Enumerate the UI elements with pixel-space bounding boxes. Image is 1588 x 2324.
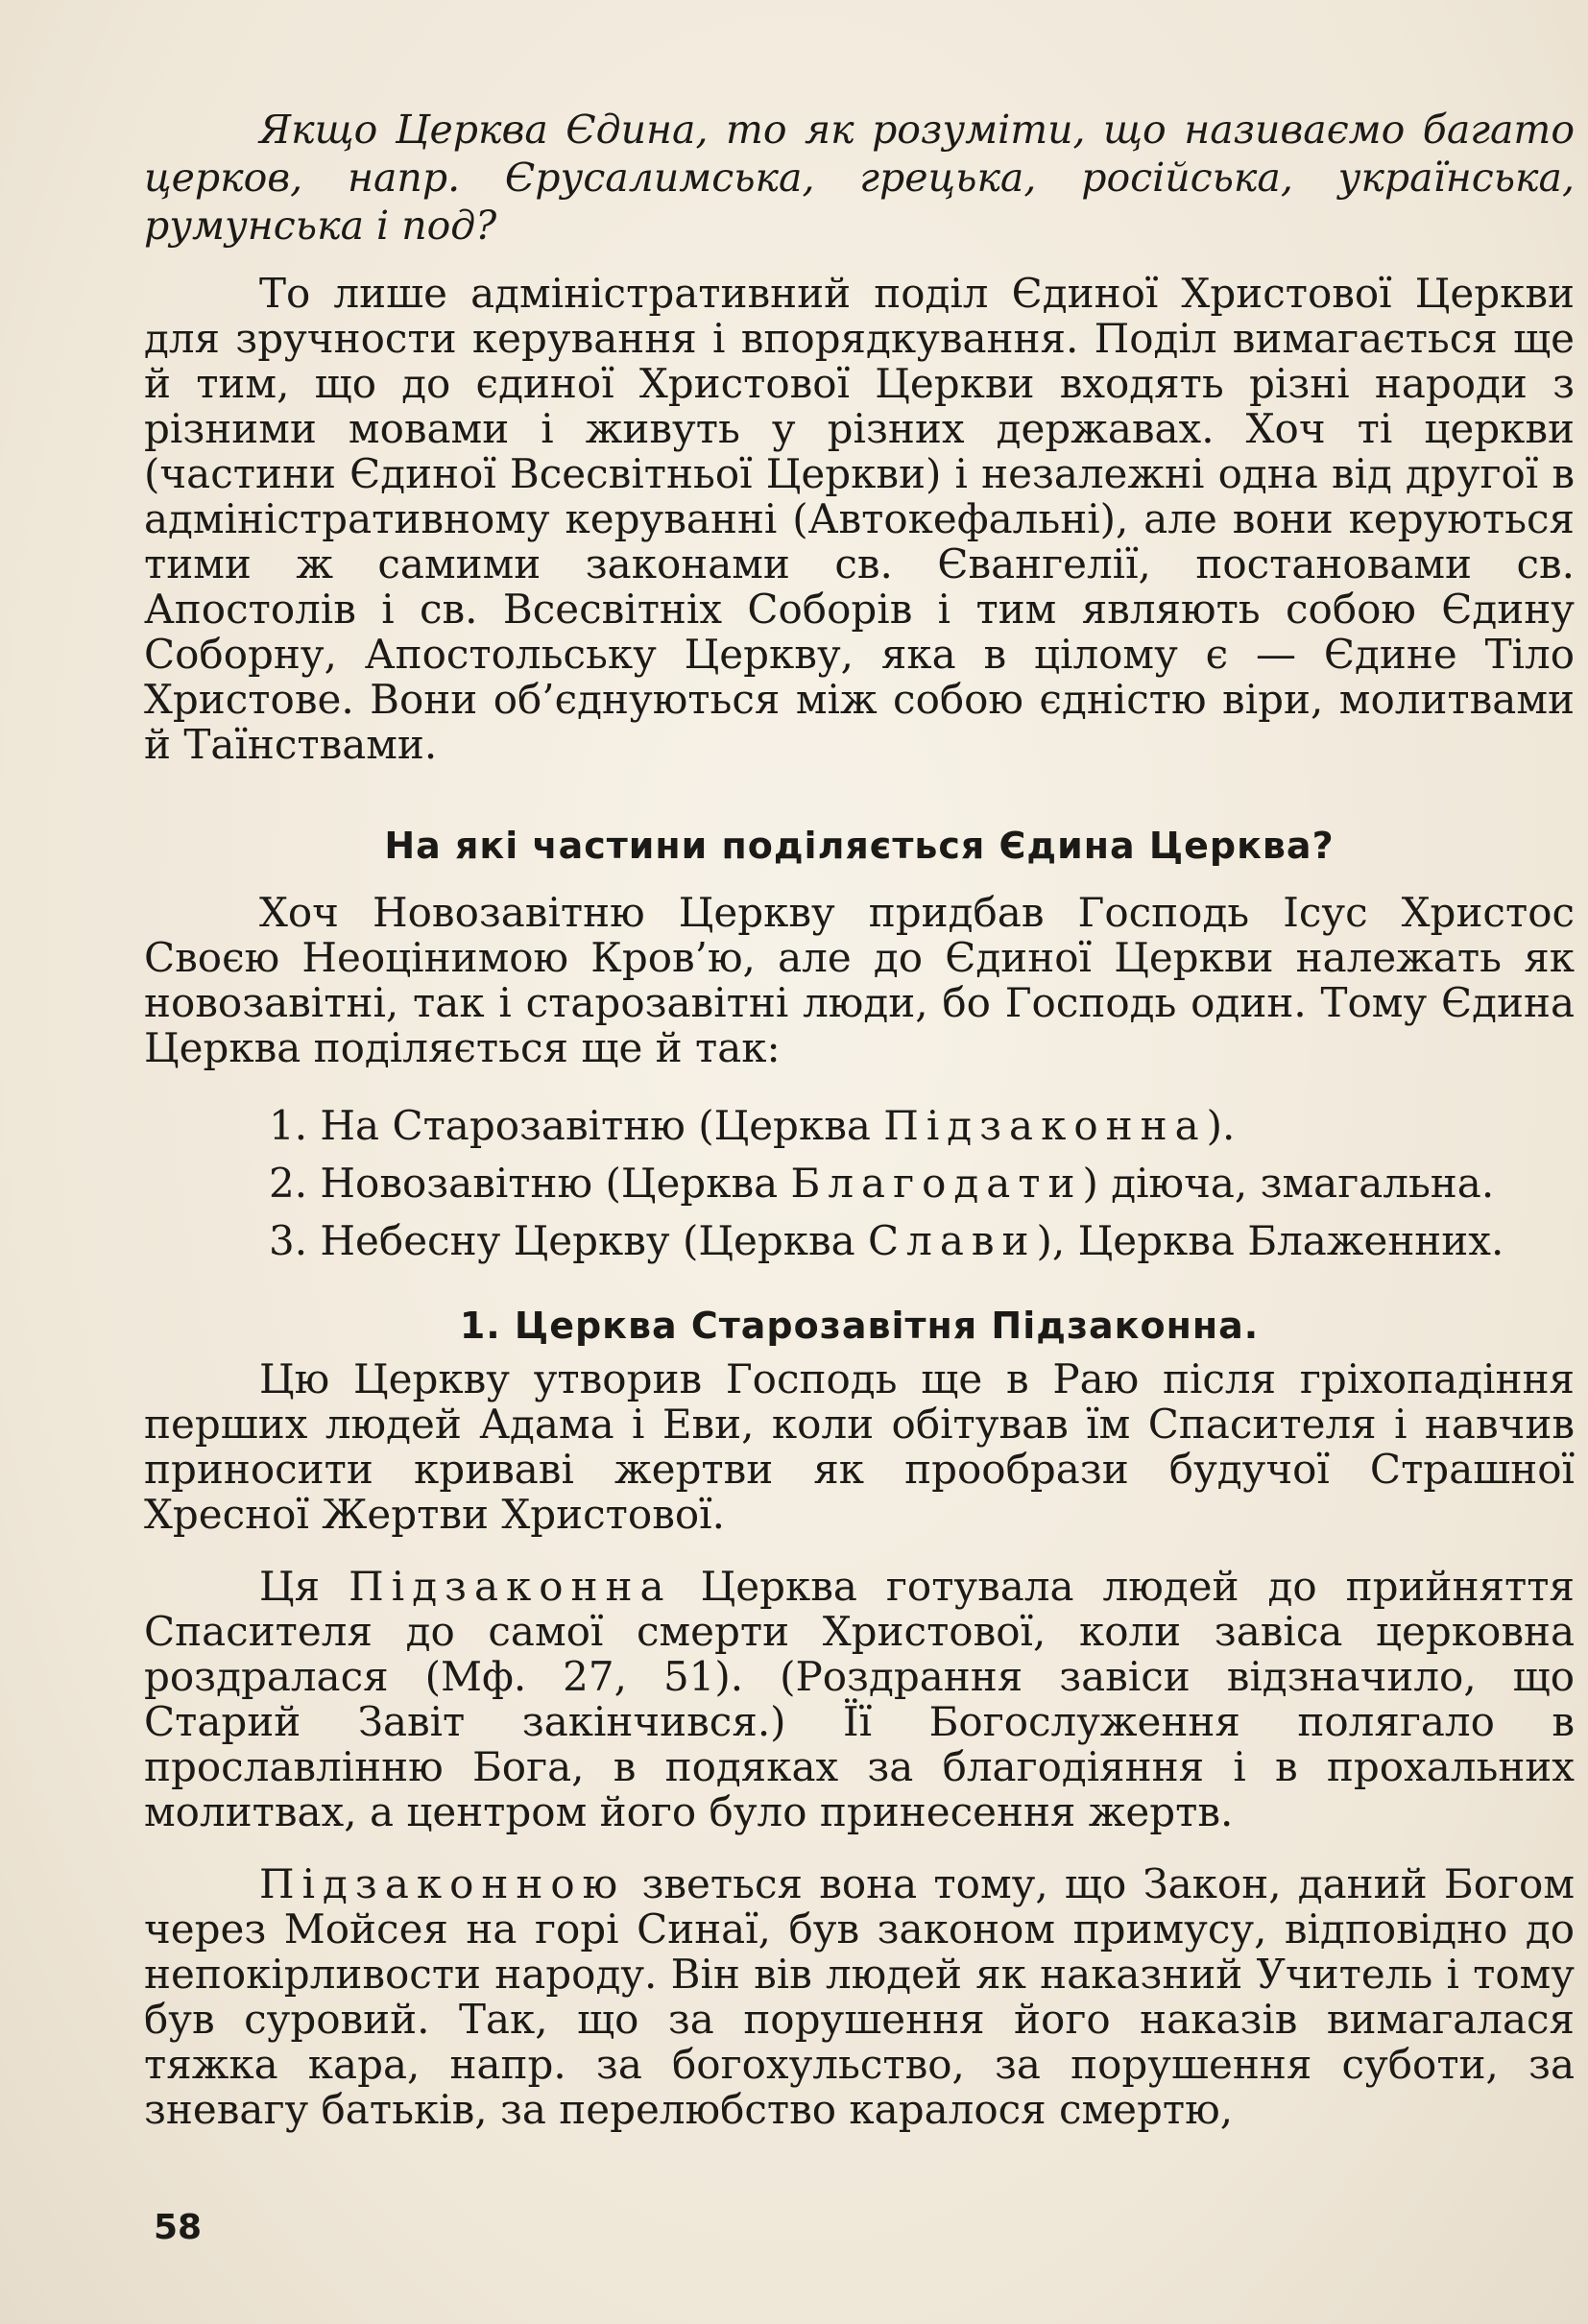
old-church-paragraph-1: Цю Церкву утворив Господь ще в Раю після гріхопадіння перших людей Адама і Еви, коли обітував їм Спасителя і навчив приносити криваві жертви як прообрази будучої Страшної Хресної Жертви Христової. [144, 1355, 1575, 1538]
old-church-paragraph-3: Підзаконною зветься вона тому, що Закон, даний Богом через Мойсея на горі Синаї, був законом примусу, відповідно до непокірливости народу. Він вів людей як наказний Учитель і тому був суровий. Так, що за порушення його наказів вимагалася тяжка кара, напр. за богохульство, за порушення суботи, за зневагу батьків, за перелюбство каралося смертю, [144, 1860, 1575, 2133]
list-item: 3. Небесну Церкву (Церква Слави), Церква Блаженних. [269, 1217, 1504, 1264]
section-heading-parts: На які частини поділяється Єдина Церква? [384, 825, 1335, 867]
church-parts-list [144, 1097, 1575, 1270]
list-item: 1. На Старозавітню (Церква Підзаконна). [269, 1102, 1236, 1149]
page-content [144, 106, 1575, 2159]
question-paragraph: Якщо Церква Єдина, то як розуміти, що називаємо багато церков, напр. Єрусалимська, грецька, російська, українська, румунська і под? [144, 107, 1575, 249]
list-item: 2. Новозавітню (Церква Благодати) діюча, змагальна. [269, 1160, 1495, 1207]
section-heading-old-testament-church: 1. Церква Старозавітня Підзаконна. [459, 1305, 1260, 1347]
old-church-paragraph-2: Ця Підзаконна Церква готувала людей до прийняття Спасителя до самої смерти Христової, коли завіса церковна роздралася (Мф. 27, 51). (Роздрання завіси відзначило, що Старий Завіт закінчився.) Її Богослуження полягало в прославлінню Бога, в подяках за благодіяння і в прохальних молитвах, а центром його було принесення жертв. [144, 1563, 1575, 1835]
answer-paragraph: То лише адміністративний поділ Єдиної Христової Церкви для зручности керування і впорядкування. Поділ вимагається ще й тим, що до єдиної Христової Церкви входять різні народи з різними мовами і живуть у різних державах. Хоч ті церкви (частини Єдиної Всесвітньої Церкви) і незалежні одна від другої в адміністративному керуванні (Автокефальні), але вони керуються тими ж самими законами св. Євангелії, постановами св. Апостолів і св. Всесвітніх Соборів і тим являють собою Єдину Соборну, Апостольську Церкву, яка в цілому є — Єдине Тіло Христове. Вони об’єднуються між собою єдністю віри, молитвами й Таїнствами. [144, 270, 1575, 768]
parts-intro-paragraph: Хоч Новозавітню Церкву придбав Господь Ісус Христос Своєю Неоцінимою Кров’ю, але до Єдиної Церкви належать як новозавітні, так і старозавітні люди, бо Господь один. Тому Єдина Церква поділяється ще й так: [144, 889, 1575, 1071]
page-number: 58 [154, 2208, 203, 2247]
